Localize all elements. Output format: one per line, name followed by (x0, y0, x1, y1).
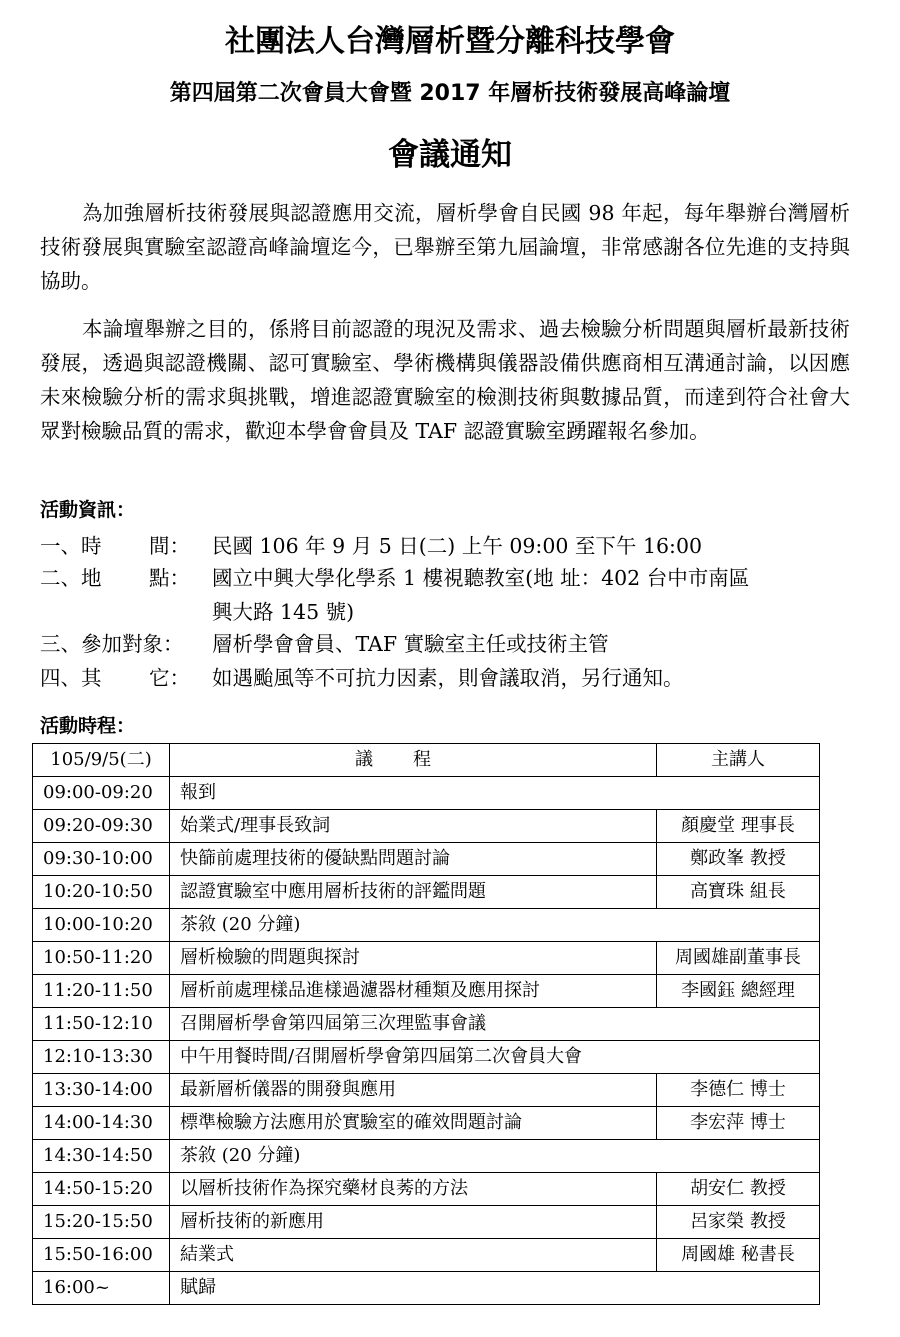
notice-title: 會議通知 (388, 137, 512, 173)
schedule-item: 報到 (170, 777, 820, 810)
schedule-row (33, 1272, 820, 1305)
schedule-header-row (33, 744, 820, 777)
schedule-row (33, 810, 820, 843)
info-row-location-cont (40, 596, 860, 628)
info-value: 國立中興大學化學系 1 樓視聽教室(地 址：402 台中市南區 (212, 566, 750, 590)
schedule-row (33, 1173, 820, 1206)
schedule-item: 結業式 (170, 1239, 657, 1272)
schedule-time: 11:20-11:50 (33, 975, 170, 1008)
schedule-time: 11:50-12:10 (33, 1008, 170, 1041)
schedule-speaker: 李宏萍 博士 (657, 1107, 820, 1140)
info-value: 層析學會會員、TAF 實驗室主任或技術主管 (212, 632, 609, 656)
schedule-speaker: 李國鈺 總經理 (657, 975, 820, 1008)
schedule-item: 始業式/理事長致詞 (170, 810, 657, 843)
schedule-time: 09:20-09:30 (33, 810, 170, 843)
schedule-item: 快篩前處理技術的優缺點問題討論 (170, 843, 657, 876)
schedule-speaker: 周國雄副董事長 (657, 942, 820, 975)
event-subtitle: 第四屆第二次會員大會暨 2017 年層析技術發展高峰論壇 (169, 81, 731, 106)
schedule-heading: 活動時程： (40, 715, 136, 737)
schedule-item: 最新層析儀器的開發與應用 (170, 1074, 657, 1107)
schedule-time: 12:10-13:30 (33, 1041, 170, 1074)
schedule-time: 14:00-14:30 (33, 1107, 170, 1140)
schedule-time: 14:30-14:50 (33, 1140, 170, 1173)
schedule-time: 09:30-10:00 (33, 843, 170, 876)
info-heading: 活動資訊： (40, 499, 136, 521)
schedule-item: 層析前處理樣品進樣過濾器材種類及應用探討 (170, 975, 657, 1008)
schedule-row (33, 942, 820, 975)
info-label: 一、時 間： (40, 534, 191, 558)
schedule-time: 10:50-11:20 (33, 942, 170, 975)
schedule-item: 認證實驗室中應用層析技術的評鑑問題 (170, 876, 657, 909)
schedule-row (33, 909, 820, 942)
schedule-row (33, 876, 820, 909)
schedule-item: 以層析技術作為探究藥材良莠的方法 (170, 1173, 657, 1206)
header-agenda: 議程 (170, 744, 657, 777)
schedule-time: 13:30-14:00 (33, 1074, 170, 1107)
schedule-time: 16:00~ (33, 1272, 170, 1305)
schedule-row (33, 1107, 820, 1140)
header-speaker: 主講人 (657, 744, 820, 777)
schedule-speaker: 顏慶堂 理事長 (657, 810, 820, 843)
info-row-location (40, 562, 860, 594)
schedule-time: 15:50-16:00 (33, 1239, 170, 1272)
schedule-item: 層析技術的新應用 (170, 1206, 657, 1239)
info-value: 興大路 145 號) (212, 600, 355, 624)
schedule-row (33, 1140, 820, 1173)
info-row-time (40, 530, 860, 562)
schedule-item: 召開層析學會第四屆第三次理監事會議 (170, 1008, 820, 1041)
organization-title: 社團法人台灣層析暨分離科技學會 (225, 24, 675, 59)
info-label (40, 596, 212, 628)
schedule-row (33, 1239, 820, 1272)
schedule-speaker: 周國雄 秘書長 (657, 1239, 820, 1272)
info-label: 三、參加對象： (40, 632, 184, 656)
intro-paragraph: 為加強層析技術發展與認證應用交流，層析學會自民國 98 年起，每年舉辦台灣層析技術發展與實驗室認證高峰論壇迄今，已舉辦至第九屆論壇，非常感謝各位先進的支持與協助。 (40, 201, 850, 293)
schedule-time: 14:50-15:20 (33, 1173, 170, 1206)
schedule-table (32, 743, 820, 1305)
schedule-row (33, 777, 820, 810)
info-value: 民國 106 年 9 月 5 日(二) 上午 09:00 至下午 16:00 (212, 534, 703, 558)
schedule-item: 茶敘 (20 分鐘) (170, 1140, 820, 1173)
schedule-row (33, 843, 820, 876)
schedule-speaker: 高寶珠 組長 (657, 876, 820, 909)
schedule-row (33, 1206, 820, 1239)
schedule-speaker: 李德仁 博士 (657, 1074, 820, 1107)
schedule-speaker: 鄭政峯 教授 (657, 843, 820, 876)
info-value: 如遇颱風等不可抗力因素，則會議取消，另行通知。 (212, 666, 684, 690)
header-date: 105/9/5(二) (33, 744, 170, 777)
info-label: 四、其 它： (40, 666, 191, 690)
schedule-time: 09:00-09:20 (33, 777, 170, 810)
info-label: 二、地 點： (40, 566, 191, 590)
schedule-time: 10:00-10:20 (33, 909, 170, 942)
schedule-row (33, 1074, 820, 1107)
schedule-speaker: 呂家榮 教授 (657, 1206, 820, 1239)
schedule-item: 標準檢驗方法應用於實驗室的確效問題討論 (170, 1107, 657, 1140)
schedule-item: 中午用餐時間/召開層析學會第四屆第二次會員大會 (170, 1041, 820, 1074)
schedule-row (33, 1041, 820, 1074)
info-row-audience (40, 628, 860, 660)
schedule-row (33, 1008, 820, 1041)
schedule-item: 茶敘 (20 分鐘) (170, 909, 820, 942)
info-row-other (40, 662, 860, 694)
schedule-time: 10:20-10:50 (33, 876, 170, 909)
schedule-item: 層析檢驗的問題與探討 (170, 942, 657, 975)
schedule-time: 15:20-15:50 (33, 1206, 170, 1239)
schedule-item: 賦歸 (170, 1272, 820, 1305)
schedule-speaker: 胡安仁 教授 (657, 1173, 820, 1206)
schedule-row (33, 975, 820, 1008)
purpose-paragraph: 本論壇舉辦之目的，係將目前認證的現況及需求、過去檢驗分析問題與層析最新技術發展，透過與認證機關、認可實驗室、學術機構與儀器設備供應商相互溝通討論，以因應未來檢驗分析的需求與挑戰，增進認證實驗室的檢測技術與數據品質，而達到符合社會大眾對檢驗品質的需求，歡迎本學會會員及 TAF 認證實驗室踴躍報名參加。 (40, 317, 850, 443)
